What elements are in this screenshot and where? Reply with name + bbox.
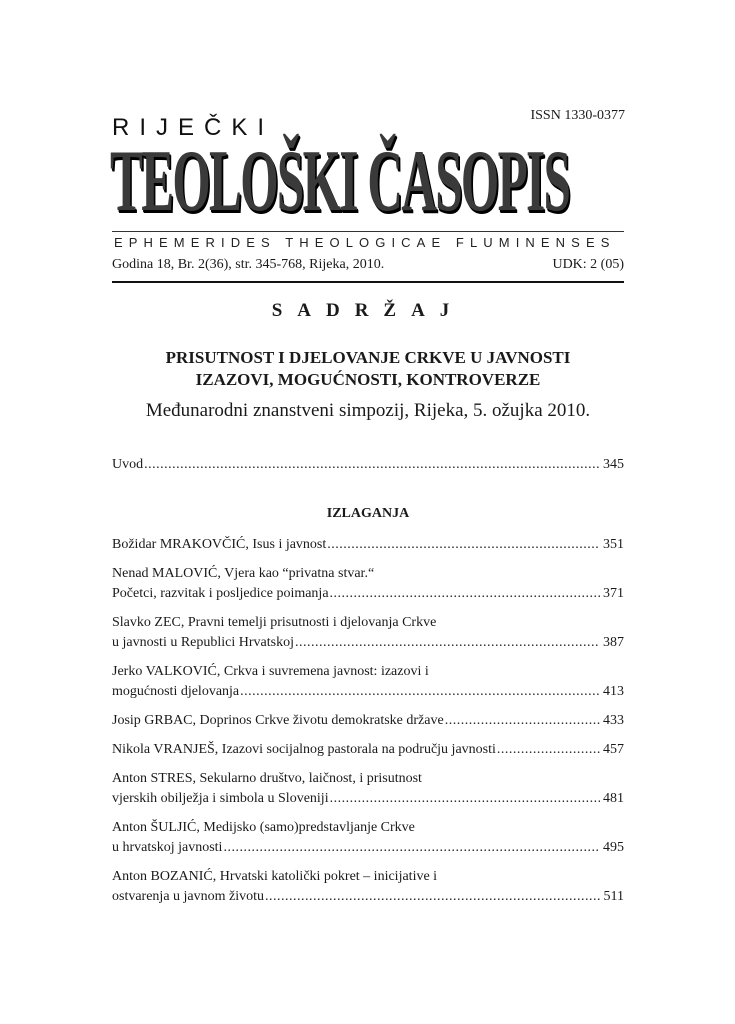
toc-leader-dots [330, 584, 600, 604]
toc-entry-line1: Nenad MALOVIĆ, Vjera kao “privatna stvar.“ [112, 566, 375, 581]
toc-leader-dots [265, 887, 600, 907]
toc-entry-line1: Anton BOZANIĆ, Hrvatski katolički pokret – inicijative i [112, 869, 438, 884]
toc-entry-title: Uvod [112, 457, 144, 472]
toc-entry-title: Božidar MRAKOVČIĆ, Isus i javnost [112, 537, 327, 552]
theme-title-line2: IZAZOVI, MOGUĆNOSTI, KONTROVERZE [195, 370, 541, 389]
masthead-title: TEOLOŠKI ČASOPIS [110, 133, 570, 230]
toc-entry-title: u hrvatskoj javnosti [112, 840, 223, 855]
toc-item [112, 740, 624, 760]
toc-entry [112, 887, 624, 907]
toc-entry [112, 789, 624, 809]
toc-entry [112, 584, 624, 604]
toc-entry-line1: Anton STRES, Sekularno društvo, laičnost, i prisutnost [112, 771, 422, 786]
masthead-rule [112, 231, 624, 232]
toc-entry-line1: Jerko VALKOVIĆ, Crkva i suvremena javnost: izazovi i [112, 664, 429, 679]
symposium-subtitle: Međunarodni znanstveni simpozij, Rijeka, 5. ožujka 2010. [145, 400, 591, 421]
toc-entry [112, 740, 624, 760]
toc-leader-dots [497, 740, 600, 760]
toc-intro [112, 455, 624, 475]
toc-item [112, 564, 624, 604]
toc-leader-dots [223, 838, 600, 858]
toc-entry-title: Početci, razvitak i posljedice poimanja [112, 586, 329, 601]
toc-leader-dots [330, 789, 600, 809]
toc-item [112, 613, 624, 653]
toc-leader-dots [144, 455, 600, 475]
toc-item [112, 867, 624, 907]
toc-entry-page: 495 [603, 840, 624, 855]
toc-entry [112, 711, 624, 731]
toc-entry-page: 345 [603, 457, 624, 472]
toc-entry-page: 511 [603, 889, 624, 904]
theme-title-line1: PRISUTNOST I DJELOVANJE CRKVE U JAVNOSTI [165, 348, 571, 367]
header-divider [112, 281, 624, 283]
toc-entry-title: Josip GRBAC, Doprinos Crkve životu demokratske države [112, 713, 444, 728]
toc-item [112, 818, 624, 858]
toc-entry [112, 682, 624, 702]
toc-item [112, 535, 624, 555]
toc-entry [112, 535, 624, 555]
masthead-subtitle: EPHEMERIDES THEOLOGICAE FLUMINENSES [114, 235, 616, 250]
toc-entry-title: vjerskih obilježja i simbola u Sloveniji [112, 791, 329, 806]
toc-leader-dots [327, 535, 600, 555]
toc-leader-dots [295, 633, 600, 653]
toc-entry-page: 413 [603, 684, 624, 699]
toc-entry-page: 351 [603, 537, 624, 552]
toc-entry-line1: Slavko ZEC, Pravni temelji prisutnosti i djelovanja Crkve [112, 615, 437, 630]
toc-item [112, 662, 624, 702]
toc-entry [112, 633, 624, 653]
toc-leader-dots [445, 711, 600, 731]
toc-item [112, 711, 624, 731]
toc-entry [112, 838, 624, 858]
publication-meta [112, 257, 624, 273]
issue-theme-title [112, 347, 624, 391]
toc-entry-page: 387 [603, 635, 624, 650]
toc-entry [112, 455, 624, 475]
masthead-top: RIJEČKI [112, 114, 275, 141]
toc-entry-line1: Anton ŠULJIĆ, Medijsko (samo)predstavljanje Crkve [112, 820, 415, 835]
toc-entry-page: 371 [603, 586, 624, 601]
toc-entry-page: 481 [603, 791, 624, 806]
toc-entry-title: mogućnosti djelovanja [112, 684, 240, 699]
toc-entry-title: ostvarenja u javnom životu [112, 889, 265, 904]
toc-entry-title: Nikola VRANJEŠ, Izazovi socijalnog pastorala na području javnosti [112, 742, 496, 757]
toc-entry-page: 433 [603, 713, 624, 728]
section-heading: IZLAGANJA [326, 506, 410, 521]
contents-heading: SADRŽAJ [271, 300, 465, 321]
toc-leader-dots [240, 682, 600, 702]
publication-info: Godina 18, Br. 2(36), str. 345-768, Rijeka, 2010. [112, 257, 385, 272]
toc-item [112, 769, 624, 809]
issn-number: ISSN 1330-0377 [530, 108, 625, 123]
udk-code: UDK: 2 (05) [552, 257, 624, 272]
toc-entry-title: u javnosti u Republici Hrvatskoj [112, 635, 294, 650]
toc-entry-page: 457 [603, 742, 624, 757]
